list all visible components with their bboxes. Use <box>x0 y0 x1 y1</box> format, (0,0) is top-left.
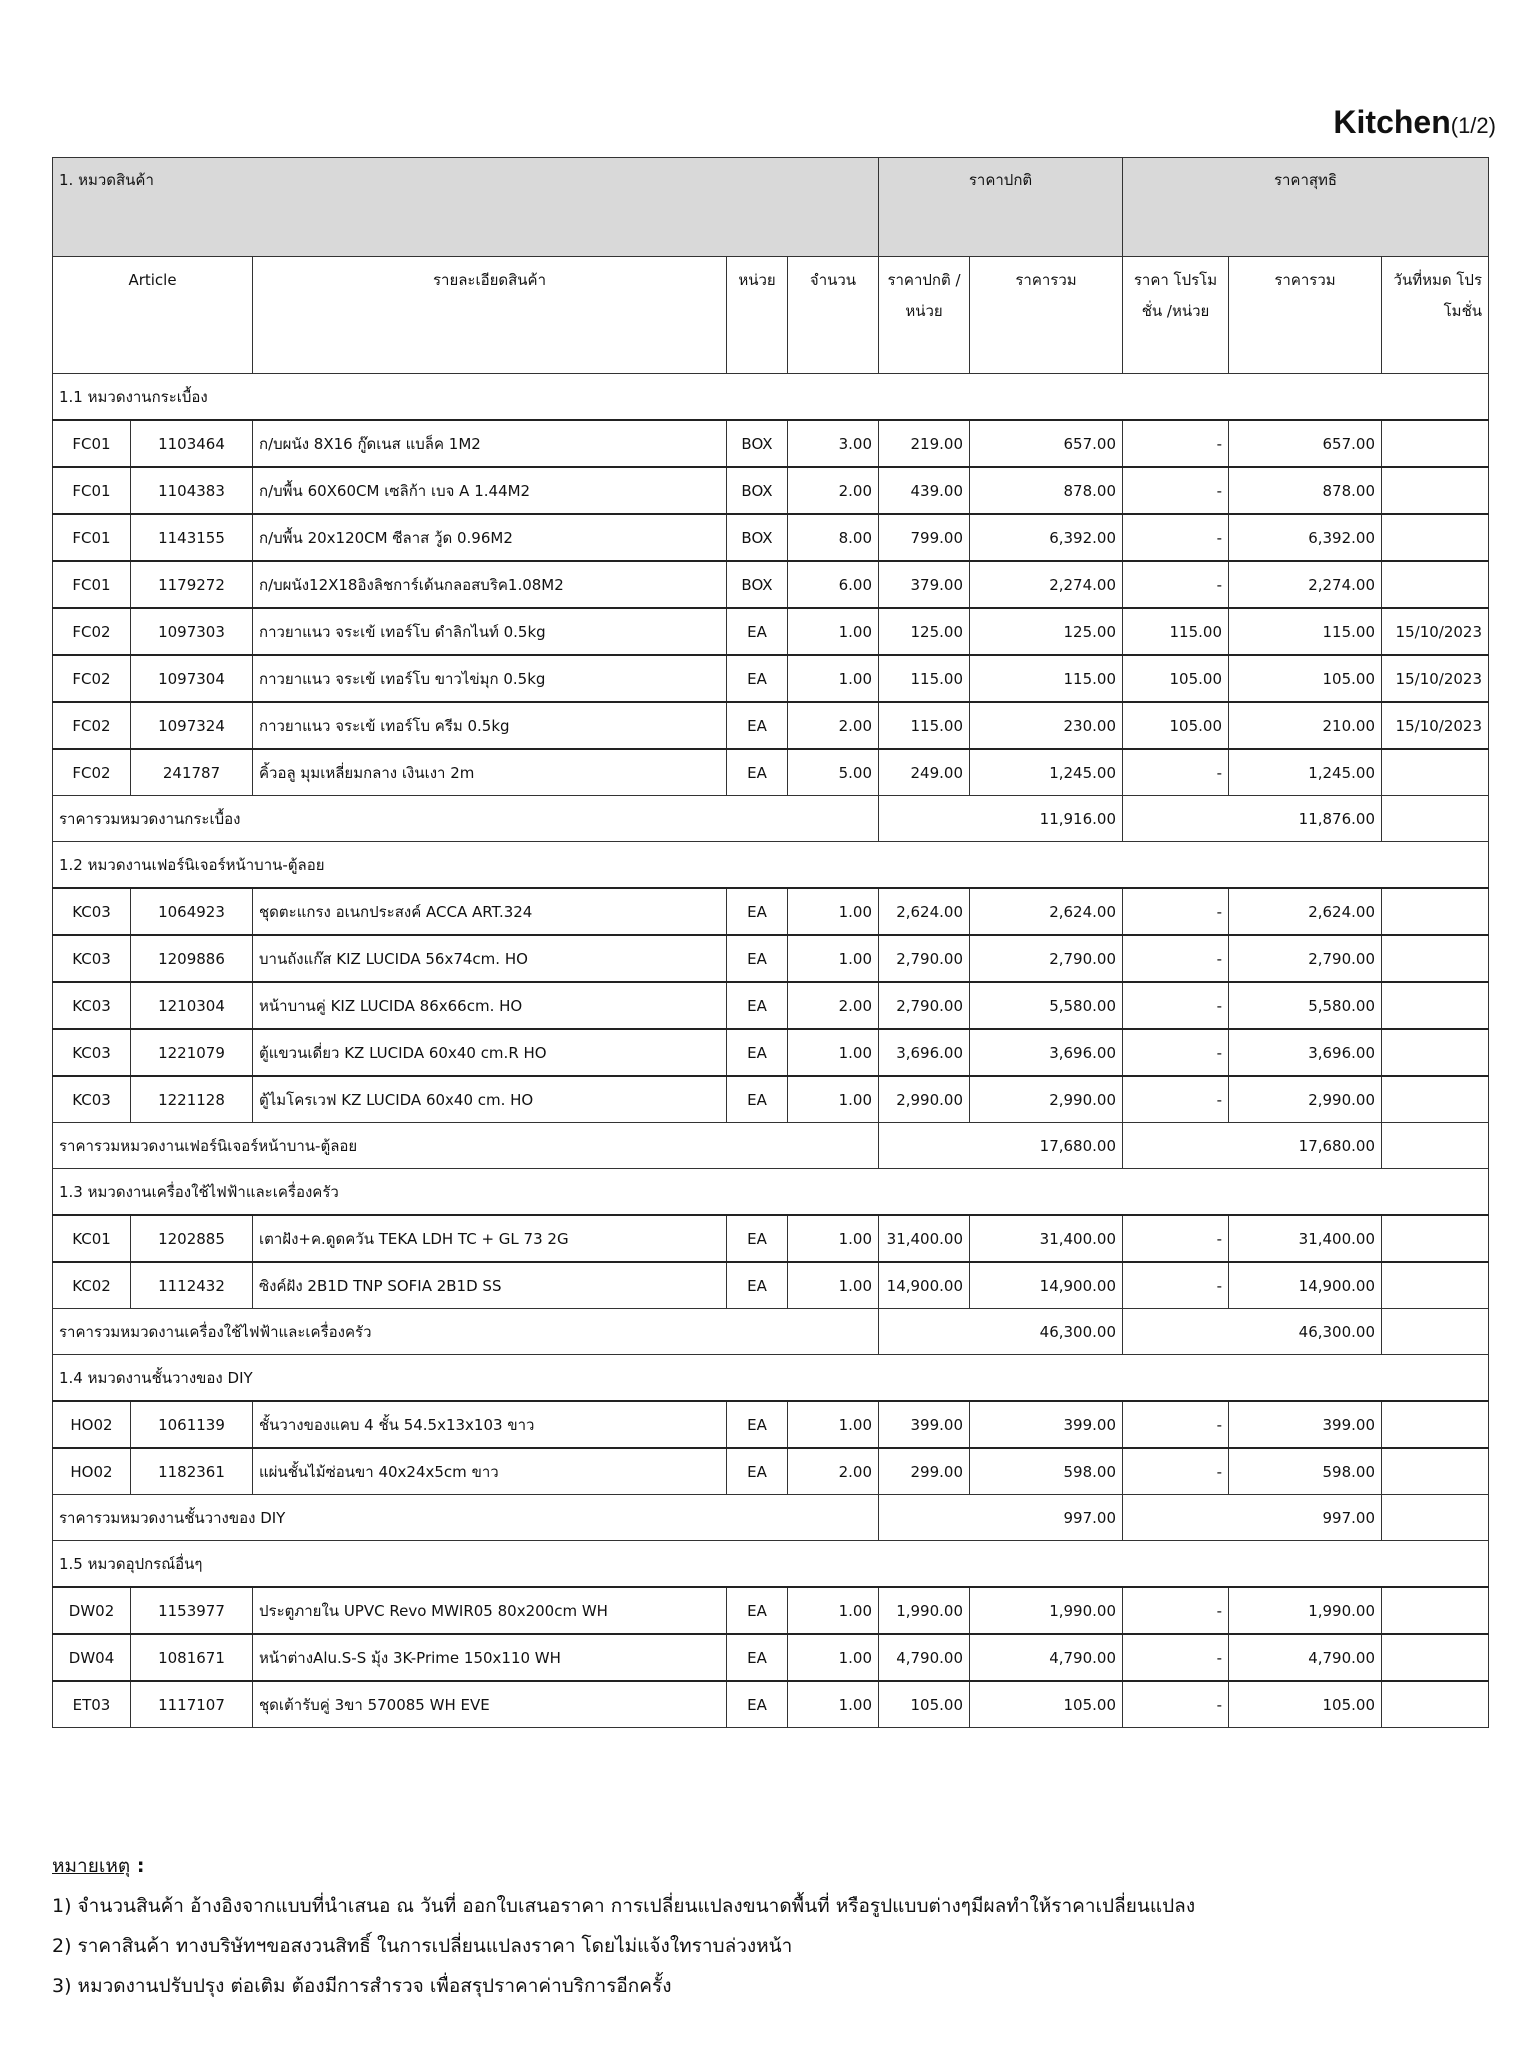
net-total-cell: 31,400.00 <box>1229 1215 1382 1262</box>
net-total-cell: 2,990.00 <box>1229 1076 1382 1123</box>
net-total-cell: 657.00 <box>1229 420 1382 467</box>
category-code-cell: KC01 <box>53 1215 131 1262</box>
description-cell: ก/บผนัง12X18อิงลิชการ์เด้นกลอสบริค1.08M2 <box>253 561 727 608</box>
category-code-cell: DW04 <box>53 1634 131 1681</box>
category-code-cell: FC01 <box>53 467 131 514</box>
group-name: 1.4 หมวดงานชั้นวางของ DIY <box>53 1355 1489 1402</box>
subtotal-label: ราคารวมหมวดงานชั้นวางของ DIY <box>53 1495 879 1541</box>
subtotal-normal: 997.00 <box>879 1495 1123 1541</box>
article-number-cell: 1104383 <box>131 467 253 514</box>
subtotal-row <box>53 1123 1489 1169</box>
promo-end-cell <box>1382 888 1489 935</box>
article-number-cell: 1221079 <box>131 1029 253 1076</box>
category-code-cell: FC01 <box>53 514 131 561</box>
normal-price-header: ราคาปกติ <box>879 158 1123 257</box>
note-line: 3) หมวดงานปรับปรุง ต่อเติม ต้องมีการสำรวจ เพื่อสรุปราคาค่าบริการอีกครั้ง <box>52 1975 672 1997</box>
net-total-cell: 2,624.00 <box>1229 888 1382 935</box>
table-row <box>53 1029 1489 1076</box>
description-cell: หน้าบานคู่ KIZ LUCIDA 86x66cm. HO <box>253 982 727 1029</box>
unit-cell: EA <box>727 1076 788 1123</box>
promo-price-cell: - <box>1123 561 1229 608</box>
subtotal-net: 997.00 <box>1123 1495 1382 1541</box>
article-number-cell: 1097324 <box>131 702 253 749</box>
category-code-cell: ET03 <box>53 1681 131 1728</box>
note-line: 2) ราคาสินค้า ทางบริษัทฯขอสงวนสิทธิ์ ในการเปลี่ยนแปลงราคา โดยไม่แจ้งใทราบล่วงหน้า <box>52 1935 793 1957</box>
total-cell: 31,400.00 <box>970 1215 1123 1262</box>
description-cell: คิ้วอลู มุมเหลี่ยมกลาง เงินเงา 2m <box>253 749 727 796</box>
total-cell: 105.00 <box>970 1681 1123 1728</box>
total-cell: 1,990.00 <box>970 1587 1123 1634</box>
table-row <box>53 702 1489 749</box>
net-total-cell: 4,790.00 <box>1229 1634 1382 1681</box>
unit-price-cell: 31,400.00 <box>879 1215 970 1262</box>
unit-cell: EA <box>727 608 788 655</box>
promo-price-cell: - <box>1123 935 1229 982</box>
table-row <box>53 655 1489 702</box>
article-number-cell: 1097304 <box>131 655 253 702</box>
promo-end-cell <box>1382 1448 1489 1495</box>
net-total-cell: 2,790.00 <box>1229 935 1382 982</box>
category-code-cell: FC01 <box>53 561 131 608</box>
total-cell: 2,624.00 <box>970 888 1123 935</box>
table-row <box>53 888 1489 935</box>
article-number-cell: 1061139 <box>131 1401 253 1448</box>
promo-end-cell <box>1382 982 1489 1029</box>
article-header: Article <box>53 257 253 374</box>
qty-header: จำนวน <box>788 257 879 374</box>
unit-cell: BOX <box>727 561 788 608</box>
description-cell: เตาฝัง+ค.ดูดควัน TEKA LDH TC + GL 73 2G <box>253 1215 727 1262</box>
table-row <box>53 1215 1489 1262</box>
table-row <box>53 561 1489 608</box>
qty-cell: 1.00 <box>788 655 879 702</box>
net-total-cell: 399.00 <box>1229 1401 1382 1448</box>
total-cell: 125.00 <box>970 608 1123 655</box>
unit-price-cell: 14,900.00 <box>879 1262 970 1309</box>
category-code-cell: HO02 <box>53 1401 131 1448</box>
description-cell: ตู้ไมโครเวฟ KZ LUCIDA 60x40 cm. HO <box>253 1076 727 1123</box>
net-total-cell: 1,245.00 <box>1229 749 1382 796</box>
unit-cell: EA <box>727 1262 788 1309</box>
description-cell: ก/บพื้น 60X60CM เซลิก้า เบจ A 1.44M2 <box>253 467 727 514</box>
subtotal-label: ราคารวมหมวดงานเครื่องใช้ไฟฟ้าและเครื่องครัว <box>53 1309 879 1355</box>
group-header-row <box>53 842 1489 889</box>
unit-cell: EA <box>727 1401 788 1448</box>
article-number-cell: 1064923 <box>131 888 253 935</box>
unit-price-cell: 799.00 <box>879 514 970 561</box>
notes-block <box>52 1846 1492 2006</box>
net-total-cell: 115.00 <box>1229 608 1382 655</box>
promo-end-cell <box>1382 1215 1489 1262</box>
promo-price-cell: 105.00 <box>1123 702 1229 749</box>
qty-cell: 1.00 <box>788 1681 879 1728</box>
promo-end-cell <box>1382 1587 1489 1634</box>
article-number-cell: 1209886 <box>131 935 253 982</box>
total-cell: 2,790.00 <box>970 935 1123 982</box>
promo-price-cell: 115.00 <box>1123 608 1229 655</box>
unit-price-cell: 1,990.00 <box>879 1587 970 1634</box>
subtotal-net: 17,680.00 <box>1123 1123 1382 1169</box>
category-code-cell: KC02 <box>53 1262 131 1309</box>
description-cell: ตู้แขวนเดี่ยว KZ LUCIDA 60x40 cm.R HO <box>253 1029 727 1076</box>
qty-cell: 1.00 <box>788 608 879 655</box>
article-number-cell: 1221128 <box>131 1076 253 1123</box>
promo-price-cell: - <box>1123 1448 1229 1495</box>
description-cell: ประตูภายใน UPVC Revo MWIR05 80x200cm WH <box>253 1587 727 1634</box>
promo-price-cell: - <box>1123 420 1229 467</box>
total-cell: 2,274.00 <box>970 561 1123 608</box>
net-total-cell: 2,274.00 <box>1229 561 1382 608</box>
total-cell: 3,696.00 <box>970 1029 1123 1076</box>
unit-price-cell: 379.00 <box>879 561 970 608</box>
promo-price-cell: - <box>1123 1029 1229 1076</box>
subtotal-row <box>53 1495 1489 1541</box>
description-cell: ชั้นวางของแคบ 4 ชั้น 54.5x13x103 ขาว <box>253 1401 727 1448</box>
table-row <box>53 514 1489 561</box>
qty-cell: 2.00 <box>788 467 879 514</box>
qty-cell: 2.00 <box>788 1448 879 1495</box>
table-row <box>53 1401 1489 1448</box>
unit-price-cell: 2,990.00 <box>879 1076 970 1123</box>
unit-price-cell: 299.00 <box>879 1448 970 1495</box>
qty-cell: 1.00 <box>788 1401 879 1448</box>
net-total-cell: 598.00 <box>1229 1448 1382 1495</box>
qty-cell: 1.00 <box>788 1076 879 1123</box>
promo-end-cell <box>1382 1681 1489 1728</box>
category-code-cell: HO02 <box>53 1448 131 1495</box>
net-total-cell: 3,696.00 <box>1229 1029 1382 1076</box>
article-number-cell: 1179272 <box>131 561 253 608</box>
promo-end-cell <box>1382 467 1489 514</box>
qty-cell: 2.00 <box>788 702 879 749</box>
promo-price-cell: - <box>1123 1215 1229 1262</box>
net-total-header: ราคารวม <box>1229 257 1382 374</box>
article-number-cell: 1097303 <box>131 608 253 655</box>
qty-cell: 6.00 <box>788 561 879 608</box>
category-code-cell: KC03 <box>53 1029 131 1076</box>
total-cell: 4,790.00 <box>970 1634 1123 1681</box>
promo-price-cell: - <box>1123 1634 1229 1681</box>
table-row <box>53 420 1489 467</box>
net-price-header: ราคาสุทธิ <box>1123 158 1489 257</box>
unit-cell: BOX <box>727 467 788 514</box>
column-header-row <box>53 257 1489 374</box>
promo-end-cell <box>1382 561 1489 608</box>
table-row <box>53 1262 1489 1309</box>
total-cell: 399.00 <box>970 1401 1123 1448</box>
promo-end-cell <box>1382 1262 1489 1309</box>
article-number-cell: 1202885 <box>131 1215 253 1262</box>
unit-cell: BOX <box>727 514 788 561</box>
total-cell: 598.00 <box>970 1448 1123 1495</box>
subtotal-blank <box>1382 1309 1489 1355</box>
subtotal-label: ราคารวมหมวดงานกระเบื้อง <box>53 796 879 842</box>
unit-cell: BOX <box>727 420 788 467</box>
unit-cell: EA <box>727 1029 788 1076</box>
group-name: 1.1 หมวดงานกระเบื้อง <box>53 374 1489 421</box>
subtotal-normal: 46,300.00 <box>879 1309 1123 1355</box>
subtotal-blank <box>1382 1495 1489 1541</box>
promo-price-cell: - <box>1123 1262 1229 1309</box>
category-code-cell: FC02 <box>53 655 131 702</box>
description-cell: ชุดตะแกรง อเนกประสงค์ ACCA ART.324 <box>253 888 727 935</box>
table-row <box>53 467 1489 514</box>
qty-cell: 1.00 <box>788 1215 879 1262</box>
promo-price-cell: - <box>1123 514 1229 561</box>
unit-cell: EA <box>727 655 788 702</box>
article-number-cell: 1143155 <box>131 514 253 561</box>
total-cell: 1,245.00 <box>970 749 1123 796</box>
promo-price-cell: - <box>1123 982 1229 1029</box>
group-name: 1.3 หมวดงานเครื่องใช้ไฟฟ้าและเครื่องครัว <box>53 1169 1489 1216</box>
description-cell: บานถังแก๊ส KIZ LUCIDA 56x74cm. HO <box>253 935 727 982</box>
description-cell: หน้าต่างAlu.S-S มุ้ง 3K-Prime 150x110 WH <box>253 1634 727 1681</box>
article-number-cell: 1182361 <box>131 1448 253 1495</box>
qty-cell: 3.00 <box>788 420 879 467</box>
total-cell: 14,900.00 <box>970 1262 1123 1309</box>
group-name: 1.2 หมวดงานเฟอร์นิเจอร์หน้าบาน-ตู้ลอย <box>53 842 1489 889</box>
qty-cell: 2.00 <box>788 982 879 1029</box>
description-cell: ก/บผนัง 8X16 กู๊ดเนส แบล็ค 1M2 <box>253 420 727 467</box>
category-code-cell: FC02 <box>53 702 131 749</box>
unit-cell: EA <box>727 982 788 1029</box>
promo-end-cell <box>1382 514 1489 561</box>
subtotal-net: 11,876.00 <box>1123 796 1382 842</box>
table-row <box>53 1587 1489 1634</box>
total-cell: 115.00 <box>970 655 1123 702</box>
qty-cell: 5.00 <box>788 749 879 796</box>
table-row <box>53 1076 1489 1123</box>
unit-price-header: ราคาปกติ /หน่วย <box>879 257 970 374</box>
promo-end-cell: 15/10/2023 <box>1382 608 1489 655</box>
unit-cell: EA <box>727 749 788 796</box>
net-total-cell: 105.00 <box>1229 1681 1382 1728</box>
description-cell: ก/บพื้น 20x120CM ซีลาส วู้ด 0.96M2 <box>253 514 727 561</box>
group-header-row <box>53 374 1489 421</box>
total-cell: 2,990.00 <box>970 1076 1123 1123</box>
promo-end-cell <box>1382 1076 1489 1123</box>
subtotal-normal: 11,916.00 <box>879 796 1123 842</box>
category-code-cell: KC03 <box>53 888 131 935</box>
promo-price-header: ราคา โปรโมชั่น /หน่วย <box>1123 257 1229 374</box>
subtotal-blank <box>1382 796 1489 842</box>
total-cell: 230.00 <box>970 702 1123 749</box>
qty-cell: 8.00 <box>788 514 879 561</box>
qty-cell: 1.00 <box>788 1587 879 1634</box>
unit-price-cell: 439.00 <box>879 467 970 514</box>
total-cell: 6,392.00 <box>970 514 1123 561</box>
article-number-cell: 1210304 <box>131 982 253 1029</box>
promo-end-cell <box>1382 420 1489 467</box>
net-total-cell: 6,392.00 <box>1229 514 1382 561</box>
promo-price-cell: - <box>1123 1681 1229 1728</box>
promo-price-cell: - <box>1123 1587 1229 1634</box>
promo-price-cell: - <box>1123 1076 1229 1123</box>
unit-cell: EA <box>727 1587 788 1634</box>
group-header-row <box>53 1355 1489 1402</box>
unit-cell: EA <box>727 1448 788 1495</box>
note-line: 1) จำนวนสินค้า อ้างอิงจากแบบที่นำเสนอ ณ วันที่ ออกใบเสนอราคา การเปลี่ยนแปลงขนาดพื้นที่ หรือรูปแบบต่างๆมีผลทำให้ราคาเปลี่ยนแปลง <box>52 1895 1196 1917</box>
subtotal-row <box>53 796 1489 842</box>
description-header: รายละเอียดสินค้า <box>253 257 727 374</box>
quotation-table <box>52 157 1489 1728</box>
table-row <box>53 749 1489 796</box>
unit-price-cell: 2,624.00 <box>879 888 970 935</box>
total-cell: 878.00 <box>970 467 1123 514</box>
description-cell: ชุดเต้ารับคู่ 3ขา 570085 WH EVE <box>253 1681 727 1728</box>
table-row <box>53 1681 1489 1728</box>
promo-end-cell: 15/10/2023 <box>1382 655 1489 702</box>
group-name: 1.5 หมวดอุปกรณ์อื่นๆ <box>53 1541 1489 1588</box>
unit-cell: EA <box>727 888 788 935</box>
description-cell: กาวยาแนว จระเข้ เทอร์โบ ครีม 0.5kg <box>253 702 727 749</box>
net-total-cell: 105.00 <box>1229 655 1382 702</box>
unit-cell: EA <box>727 935 788 982</box>
net-total-cell: 1,990.00 <box>1229 1587 1382 1634</box>
category-code-cell: KC03 <box>53 935 131 982</box>
net-total-cell: 878.00 <box>1229 467 1382 514</box>
promo-end-cell <box>1382 1029 1489 1076</box>
total-header: ราคารวม <box>970 257 1123 374</box>
unit-price-cell: 2,790.00 <box>879 982 970 1029</box>
notes-heading-text: หมายเหตุ <box>52 1855 131 1877</box>
description-cell: กาวยาแนว จระเข้ เทอร์โบ ขาวไข่มุก 0.5kg <box>253 655 727 702</box>
unit-price-cell: 2,790.00 <box>879 935 970 982</box>
net-total-cell: 210.00 <box>1229 702 1382 749</box>
unit-cell: EA <box>727 1681 788 1728</box>
category-code-cell: KC03 <box>53 1076 131 1123</box>
table-row <box>53 935 1489 982</box>
promo-price-cell: - <box>1123 467 1229 514</box>
article-number-cell: 241787 <box>131 749 253 796</box>
qty-cell: 1.00 <box>788 888 879 935</box>
qty-cell: 1.00 <box>788 935 879 982</box>
promo-end-header: วันที่หมด โปรโมชั่น <box>1382 257 1489 374</box>
total-cell: 5,580.00 <box>970 982 1123 1029</box>
promo-price-cell: - <box>1123 888 1229 935</box>
article-number-cell: 1081671 <box>131 1634 253 1681</box>
unit-cell: EA <box>727 1634 788 1681</box>
unit-price-cell: 4,790.00 <box>879 1634 970 1681</box>
table-row <box>53 1448 1489 1495</box>
subtotal-normal: 17,680.00 <box>879 1123 1123 1169</box>
unit-price-cell: 115.00 <box>879 702 970 749</box>
title-page: (1/2) <box>1450 113 1496 138</box>
table-row <box>53 982 1489 1029</box>
total-cell: 657.00 <box>970 420 1123 467</box>
unit-price-cell: 249.00 <box>879 749 970 796</box>
article-number-cell: 1153977 <box>131 1587 253 1634</box>
unit-cell: EA <box>727 702 788 749</box>
category-code-cell: DW02 <box>53 1587 131 1634</box>
article-number-cell: 1117107 <box>131 1681 253 1728</box>
promo-end-cell <box>1382 749 1489 796</box>
subtotal-label: ราคารวมหมวดงานเฟอร์นิเจอร์หน้าบาน-ตู้ลอย <box>53 1123 879 1169</box>
category-code-cell: FC02 <box>53 749 131 796</box>
category-code-cell: FC01 <box>53 420 131 467</box>
group-header-row <box>53 1541 1489 1588</box>
category-code-cell: KC03 <box>53 982 131 1029</box>
notes-heading-colon: : <box>130 1855 145 1877</box>
unit-header: หน่วย <box>727 257 788 374</box>
promo-end-cell <box>1382 1401 1489 1448</box>
description-cell: แผ่นชั้นไม้ซ่อนขา 40x24x5cm ขาว <box>253 1448 727 1495</box>
net-total-cell: 5,580.00 <box>1229 982 1382 1029</box>
category-code-cell: FC02 <box>53 608 131 655</box>
unit-price-cell: 125.00 <box>879 608 970 655</box>
category-header: 1. หมวดสินค้า <box>53 158 879 257</box>
title-text: Kitchen <box>1333 104 1451 140</box>
unit-price-cell: 399.00 <box>879 1401 970 1448</box>
qty-cell: 1.00 <box>788 1634 879 1681</box>
unit-price-cell: 115.00 <box>879 655 970 702</box>
page-title <box>1333 104 1496 141</box>
promo-end-cell <box>1382 1634 1489 1681</box>
notes-heading <box>52 1846 1492 1886</box>
group-header-row <box>53 1169 1489 1216</box>
qty-cell: 1.00 <box>788 1029 879 1076</box>
promo-end-cell <box>1382 935 1489 982</box>
description-cell: กาวยาแนว จระเข้ เทอร์โบ ดำลิกไนท์ 0.5kg <box>253 608 727 655</box>
promo-price-cell: - <box>1123 1401 1229 1448</box>
promo-price-cell: - <box>1123 749 1229 796</box>
promo-end-cell: 15/10/2023 <box>1382 702 1489 749</box>
promo-price-cell: 105.00 <box>1123 655 1229 702</box>
qty-cell: 1.00 <box>788 1262 879 1309</box>
table-row <box>53 608 1489 655</box>
description-cell: ซิงค์ฝัง 2B1D TNP SOFIA 2B1D SS <box>253 1262 727 1309</box>
article-number-cell: 1112432 <box>131 1262 253 1309</box>
unit-price-cell: 105.00 <box>879 1681 970 1728</box>
net-total-cell: 14,900.00 <box>1229 1262 1382 1309</box>
unit-price-cell: 3,696.00 <box>879 1029 970 1076</box>
section-header-row <box>53 158 1489 257</box>
unit-price-cell: 219.00 <box>879 420 970 467</box>
subtotal-net: 46,300.00 <box>1123 1309 1382 1355</box>
subtotal-row <box>53 1309 1489 1355</box>
subtotal-blank <box>1382 1123 1489 1169</box>
article-number-cell: 1103464 <box>131 420 253 467</box>
table-row <box>53 1634 1489 1681</box>
unit-cell: EA <box>727 1215 788 1262</box>
